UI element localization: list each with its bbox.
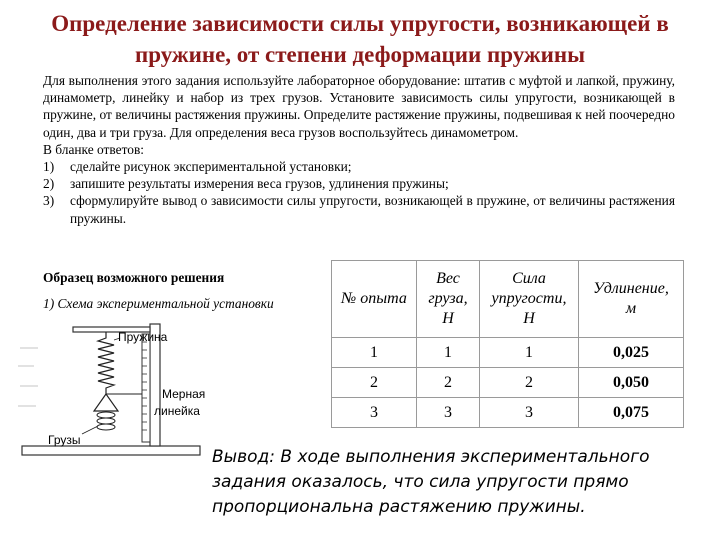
header-cell-force bbox=[480, 261, 579, 338]
table-cell: 2 bbox=[332, 368, 417, 398]
conclusion-text: Вывод: В ходе выполнения экспериментального задания оказалось, что сила упругости прямо пропорциональна растяжению пружины. bbox=[212, 447, 650, 517]
header-line: Вес bbox=[436, 270, 460, 287]
task-number: 2) bbox=[43, 176, 55, 192]
intro-paragraph: Для выполнения этого задания используйте лабораторное оборудование: штатив с муфтой и лапкой, пружину, динамометр, линейку и набор из трех грузов. Установите зависимость силы упругости, возникающей в пружине, от величины растяжения пружины. Определите растяжение пружины, подвешивая к ней поочередно один, два и три груза. Для определения веса грузов воспользуйтесь динамометром. bbox=[43, 73, 675, 140]
weight bbox=[97, 412, 115, 418]
task-item bbox=[43, 192, 675, 226]
table-cell: 1 bbox=[417, 338, 480, 368]
header-line: м bbox=[625, 300, 637, 317]
task-list bbox=[43, 158, 675, 227]
header-line: упругости, bbox=[491, 290, 567, 307]
setup-diagram bbox=[18, 318, 208, 463]
task-text bbox=[43, 72, 675, 227]
ruler-label-line2: линейка bbox=[154, 404, 200, 418]
table-cell: 2 bbox=[417, 368, 480, 398]
header-cell-weight bbox=[417, 261, 480, 338]
table-cell: 0,050 bbox=[579, 368, 684, 398]
table-row bbox=[332, 368, 684, 398]
table-row bbox=[332, 338, 684, 368]
table-cell: 3 bbox=[480, 398, 579, 428]
weights-label: Грузы bbox=[48, 433, 81, 447]
task-text: сформулируйте вывод о зависимости силы упругости, возникающей в пружине, от величины растяжения пружины. bbox=[70, 193, 675, 226]
task-item bbox=[43, 158, 675, 175]
form-heading: В бланке ответов: bbox=[43, 141, 144, 157]
weight bbox=[97, 424, 115, 430]
background-traces bbox=[18, 348, 38, 406]
task-text: сделайте рисунок экспериментальной установки; bbox=[70, 159, 352, 175]
table-cell: 1 bbox=[480, 338, 579, 368]
table-cell: 3 bbox=[332, 398, 417, 428]
page-title: Определение зависимости силы упругости, возникающей в пружине, от степени деформации пружины bbox=[51, 11, 669, 67]
table-cell: 0,025 bbox=[579, 338, 684, 368]
spring bbox=[98, 332, 114, 394]
stand-base bbox=[22, 446, 200, 455]
weight bbox=[97, 418, 115, 424]
header-line: № опыта bbox=[341, 290, 407, 307]
weight-hanger bbox=[94, 394, 118, 411]
header-cell-trial bbox=[332, 261, 417, 338]
weights-label-leader bbox=[82, 426, 98, 434]
table-row bbox=[332, 398, 684, 428]
header-line: Н bbox=[442, 310, 454, 327]
table-header-row bbox=[332, 261, 684, 338]
table-cell: 3 bbox=[417, 398, 480, 428]
header-line: Удлинение, bbox=[593, 280, 669, 297]
header-cell-extension bbox=[579, 261, 684, 338]
spring-label: Пружина bbox=[118, 330, 168, 344]
table-cell: 0,075 bbox=[579, 398, 684, 428]
table-cell: 1 bbox=[332, 338, 417, 368]
header-line: Н bbox=[523, 310, 535, 327]
sample-heading: Образец возможного решения bbox=[43, 270, 225, 285]
task-text: запишите результаты измерения веса грузов, удлинения пружины; bbox=[70, 176, 449, 192]
header-line: Сила bbox=[512, 270, 546, 287]
ruler-label-line1: Мерная bbox=[162, 387, 206, 401]
task-number: 1) bbox=[43, 159, 55, 175]
table-cell: 2 bbox=[480, 368, 579, 398]
task-number: 3) bbox=[43, 193, 55, 209]
scheme-caption: 1) Схема экспериментальной установки bbox=[43, 296, 274, 311]
header-line: груза, bbox=[428, 290, 468, 307]
results-table bbox=[331, 260, 684, 428]
task-item bbox=[43, 175, 675, 192]
